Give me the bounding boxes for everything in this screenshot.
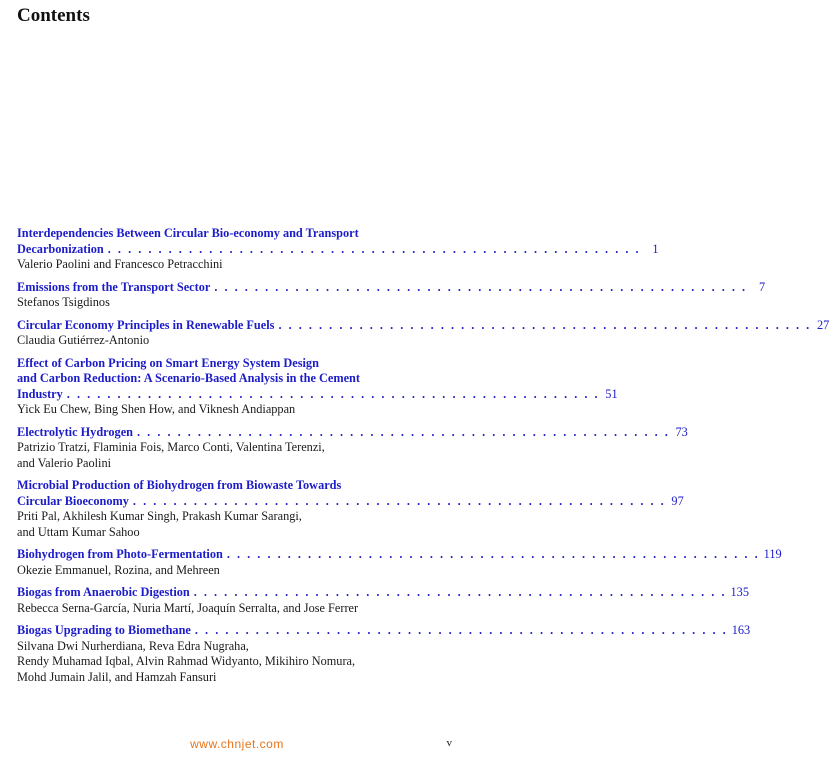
chapter-title-line[interactable]: Decarbonization . . . . . . . . . . . . . . . . . . . . . . . . . . . . . . . . . . . . . . . . . . . . . . . . . . . . . 1 <box>17 241 659 256</box>
chapter-authors: Rebecca Serna-García, Nuria Martí, Joaquín Serralta, and Jose Ferrer <box>17 600 359 615</box>
chapter-authors: Valerio Paolini and Francesco Petracchini <box>17 257 223 271</box>
toc-entry[interactable] <box>17 226 659 273</box>
leader-dots: . . . . . . . . . . . . . . . . . . . . . . . . . . . . . . . . . . . . . . . . . . . . . . . . . . . . . <box>278 317 812 332</box>
chapter-authors: and Valerio Paolini <box>17 455 112 470</box>
page-number[interactable]: 135 <box>730 585 749 599</box>
page-folio: v <box>446 737 452 749</box>
chapter-title-line[interactable]: Circular Bioeconomy . . . . . . . . . . . . . . . . . . . . . . . . . . . . . . . . . . . . . . . . . . . . . . . . . . . . . 97 <box>17 493 684 508</box>
chapter-title-line[interactable]: Circular Economy Principles in Renewable Fuels . . . . . . . . . . . . . . . . . . . . . . . . . . . . . . . . . . . . . . . . . . . . . . . . . . . . . 27 <box>17 317 829 332</box>
chapter-authors: Priti Pal, Akhilesh Kumar Singh, Prakash Kumar Sarangi, <box>17 509 302 523</box>
page-number[interactable]: 97 <box>671 493 684 508</box>
page-number[interactable]: 73 <box>675 424 688 439</box>
toc-entry[interactable] <box>17 623 751 685</box>
page-number[interactable]: 27 <box>816 317 829 332</box>
chapter-title-line[interactable]: Electrolytic Hydrogen . . . . . . . . . . . . . . . . . . . . . . . . . . . . . . . . . . . . . . . . . . . . . . . . . . . . . 73 <box>17 424 688 439</box>
page-number[interactable]: 1 <box>652 241 659 256</box>
chapter-title-line: Effect of Carbon Pricing on Smart Energy System Design <box>17 355 319 370</box>
chapter-authors: Silvana Dwi Nurherdiana, Reva Edra Nugraha, <box>17 638 249 653</box>
leader-dots: . . . . . . . . . . . . . . . . . . . . . . . . . . . . . . . . . . . . . . . . . . . . . . . . . . . . . <box>132 493 666 508</box>
chapter-authors: Stefanos Tsigdinos <box>17 295 110 309</box>
chapter-authors: Claudia Gutiérrez-Antonio <box>17 333 150 347</box>
chapter-title-line: and Carbon Reduction: A Scenario-Based Analysis in the Cement <box>17 371 360 385</box>
toc-entry[interactable] <box>17 585 749 616</box>
leader-dots: . . . . . . . . . . . . . . . . . . . . . . . . . . . . . . . . . . . . . . . . . . . . . . . . . . . . . <box>66 386 600 401</box>
chapter-title-line[interactable]: Emissions from the Transport Sector . . . . . . . . . . . . . . . . . . . . . . . . . . . . . . . . . . . . . . . . . . . . . . . . . . . . . 7 <box>17 279 766 294</box>
page-number[interactable]: 7 <box>758 279 766 294</box>
chapter-authors: Okezie Emmanuel, Rozina, and Mehreen <box>17 562 220 577</box>
chapter-authors: Patrizio Tratzi, Flaminia Fois, Marco Conti, Valentina Terenzi, <box>17 440 325 454</box>
page-number[interactable]: 51 <box>605 386 618 401</box>
leader-dots: . . . . . . . . . . . . . . . . . . . . . . . . . . . . . . . . . . . . . . . . . . . . . . . . . . . . . <box>107 241 641 256</box>
page-number[interactable]: 119 <box>763 547 782 561</box>
toc-entry[interactable] <box>17 279 766 311</box>
leader-dots: . . . . . . . . . . . . . . . . . . . . . . . . . . . . . . . . . . . . . . . . . . . . . . . . . . . . . <box>226 547 760 561</box>
chapter-title-line[interactable]: Biogas Upgrading to Biomethane . . . . . . . . . . . . . . . . . . . . . . . . . . . . . . . . . . . . . . . . . . . . . . . . . . . . . 163 <box>17 623 751 637</box>
chapter-authors: Yick Eu Chew, Bing Shen How, and Viknesh Andiappan <box>17 402 296 416</box>
table-of-contents <box>17 226 829 692</box>
leader-dots: . . . . . . . . . . . . . . . . . . . . . . . . . . . . . . . . . . . . . . . . . . . . . . . . . . . . . <box>137 424 670 439</box>
chapter-title-line[interactable]: Biohydrogen from Photo-Fermentation . . . . . . . . . . . . . . . . . . . . . . . . . . . . . . . . . . . . . . . . . . . . . . . . . . . . . 119 <box>17 547 782 561</box>
toc-entry[interactable] <box>17 547 782 578</box>
leader-dots: . . . . . . . . . . . . . . . . . . . . . . . . . . . . . . . . . . . . . . . . . . . . . . . . . . . . . <box>214 279 748 294</box>
chapter-authors: Mohd Jumain Jalil, and Hamzah Fansuri <box>17 669 217 684</box>
toc-entry[interactable] <box>17 478 684 540</box>
chapter-authors: Rendy Muhamad Iqbal, Alvin Rahmad Widyanto, Mikihiro Nomura, <box>17 654 356 668</box>
toc-entry[interactable] <box>17 317 829 349</box>
toc-entry[interactable] <box>17 355 618 418</box>
chapter-title-line: Interdependencies Between Circular Bio-economy and Transport <box>17 226 359 240</box>
chapter-title-line[interactable]: Industry . . . . . . . . . . . . . . . . . . . . . . . . . . . . . . . . . . . . . . . . . . . . . . . . . . . . . 51 <box>17 386 618 401</box>
page-number[interactable]: 163 <box>731 623 751 637</box>
leader-dots: . . . . . . . . . . . . . . . . . . . . . . . . . . . . . . . . . . . . . . . . . . . . . . . . . . . . . <box>193 585 727 599</box>
page-title: Contents <box>17 5 90 26</box>
leader-dots: . . . . . . . . . . . . . . . . . . . . . . . . . . . . . . . . . . . . . . . . . . . . . . . . . . . . . <box>194 623 728 637</box>
chapter-title-line[interactable]: Biogas from Anaerobic Digestion . . . . . . . . . . . . . . . . . . . . . . . . . . . . . . . . . . . . . . . . . . . . . . . . . . . . . 135 <box>17 585 749 599</box>
toc-entry[interactable] <box>17 424 688 472</box>
watermark-text: www.chnjet.com <box>190 737 284 751</box>
chapter-title-line: Microbial Production of Biohydrogen from Biowaste Towards <box>17 478 342 492</box>
chapter-authors: and Uttam Kumar Sahoo <box>17 524 140 539</box>
